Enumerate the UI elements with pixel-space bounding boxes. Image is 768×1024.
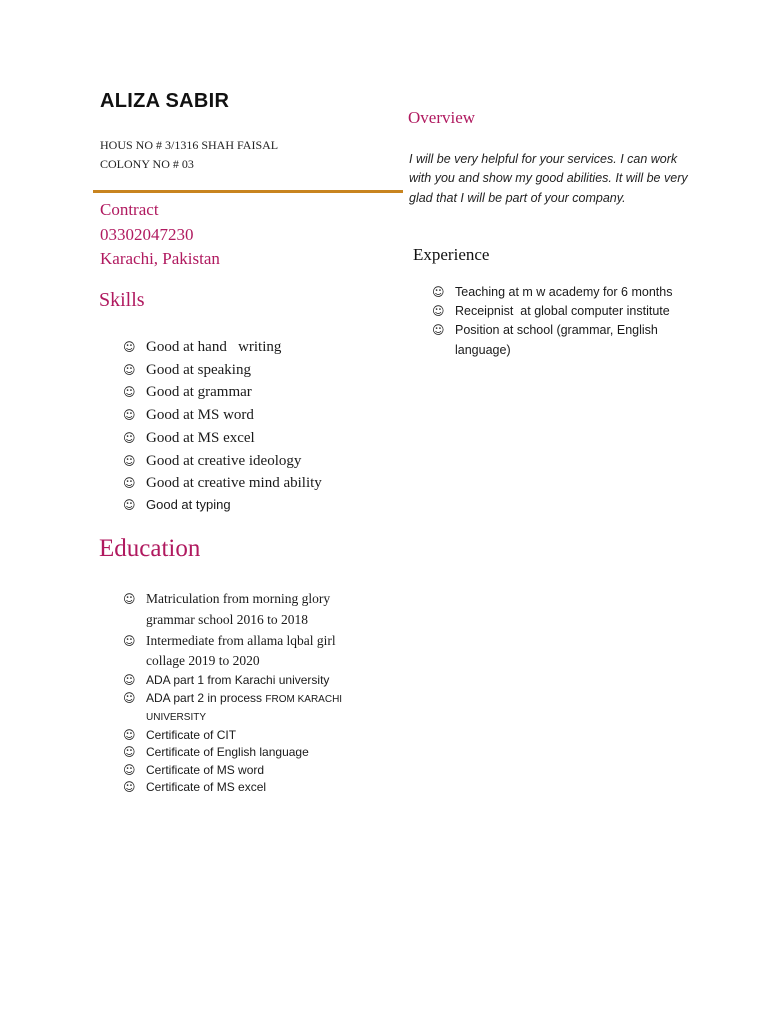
smiley-face-icon: ☺ — [123, 633, 136, 648]
education-text: Certificate of English language — [146, 745, 309, 760]
address-block — [100, 136, 278, 174]
smiley-face-icon: ☺ — [432, 323, 445, 338]
education-text: ADA part 1 from Karachi university — [146, 673, 330, 688]
skill-text: Good at MS excel — [146, 429, 255, 446]
list-item — [123, 589, 373, 631]
smiley-face-icon: ☺ — [123, 385, 136, 400]
experience-list — [432, 283, 702, 360]
smiley-face-icon: ☺ — [123, 727, 136, 742]
skills-list — [123, 336, 383, 515]
list-item — [432, 283, 702, 302]
education-heading: Education — [99, 535, 201, 562]
smiley-face-icon: ☺ — [123, 408, 136, 423]
skill-text: Good at hand writing — [146, 339, 282, 355]
contact-phone: 03302047230 — [100, 224, 194, 244]
list-item — [123, 336, 383, 359]
smiley-face-icon: ☺ — [123, 430, 136, 445]
list-item — [123, 762, 373, 780]
education-text: Certificate of CIT — [146, 727, 237, 742]
education-text: Intermediate from allama lqbal girl collage 2019 to 2020 — [146, 632, 336, 669]
list-item — [123, 472, 383, 495]
list-item — [123, 727, 373, 745]
smiley-face-icon: ☺ — [123, 762, 136, 777]
contact-city: Karachi, Pakistan — [100, 249, 220, 268]
contact-heading: Contract — [100, 200, 159, 219]
education-text: Matriculation from morning glory grammar school 2016 to 2018 — [146, 591, 331, 627]
skill-text: Good at grammar — [146, 384, 252, 401]
list-item — [123, 744, 373, 762]
skills-heading: Skills — [99, 289, 145, 311]
skill-text: Good at MS word — [146, 407, 254, 424]
education-text: Certificate of MS excel — [146, 780, 267, 795]
list-item — [123, 631, 373, 673]
smiley-face-icon: ☺ — [123, 362, 136, 377]
resume-name: ALIZA SABIR — [100, 90, 230, 112]
experience-text: Receipnist at global computer institute — [455, 304, 670, 319]
skill-text: Good at creative ideology — [146, 452, 302, 469]
list-item — [123, 450, 383, 473]
list-item — [123, 404, 383, 427]
education-list — [123, 589, 373, 797]
smiley-face-icon: ☺ — [123, 497, 136, 512]
smiley-face-icon: ☺ — [123, 476, 136, 491]
list-item — [123, 359, 383, 382]
list-item — [432, 321, 702, 359]
smiley-face-icon: ☺ — [123, 690, 136, 705]
smiley-face-icon: ☺ — [123, 673, 136, 688]
experience-text: Position at school (grammar, English language) — [455, 323, 658, 357]
education-text: ADA part 2 in process — [146, 690, 263, 705]
skill-text: Good at speaking — [146, 361, 251, 378]
address-line-1: HOUS NO # 3/1316 SHAH FAISAL — [100, 138, 279, 152]
smiley-face-icon: ☺ — [123, 340, 136, 354]
overview-text: I will be very helpful for your services. I can work with you and show my good abilities. It will be very glad that I will be part of your company. — [409, 152, 688, 205]
list-item — [123, 690, 373, 727]
skill-text: Good at typing — [146, 496, 231, 512]
list-item — [123, 779, 373, 797]
smiley-face-icon: ☺ — [123, 453, 136, 468]
list-item — [123, 495, 383, 515]
contact-block — [100, 198, 220, 272]
list-item — [123, 381, 383, 404]
smiley-face-icon: ☺ — [123, 592, 136, 606]
skill-text: Good at creative mind ability — [146, 475, 322, 492]
smiley-face-icon: ☺ — [432, 285, 445, 299]
education-text: Certificate of MS word — [146, 762, 265, 777]
list-item — [432, 302, 702, 321]
address-line-2: COLONY NO # 03 — [100, 157, 194, 171]
smiley-face-icon: ☺ — [123, 745, 136, 760]
education-text-small: FROM KARACHI UNIVERSITY — [146, 693, 343, 724]
header-divider — [93, 190, 403, 193]
experience-text: Teaching at m w academy for 6 months — [455, 285, 673, 299]
smiley-face-icon: ☺ — [123, 780, 136, 795]
overview-heading: Overview — [408, 108, 476, 127]
list-item — [123, 427, 383, 450]
experience-heading: Experience — [413, 245, 490, 264]
list-item — [123, 672, 373, 690]
smiley-face-icon: ☺ — [432, 304, 445, 319]
